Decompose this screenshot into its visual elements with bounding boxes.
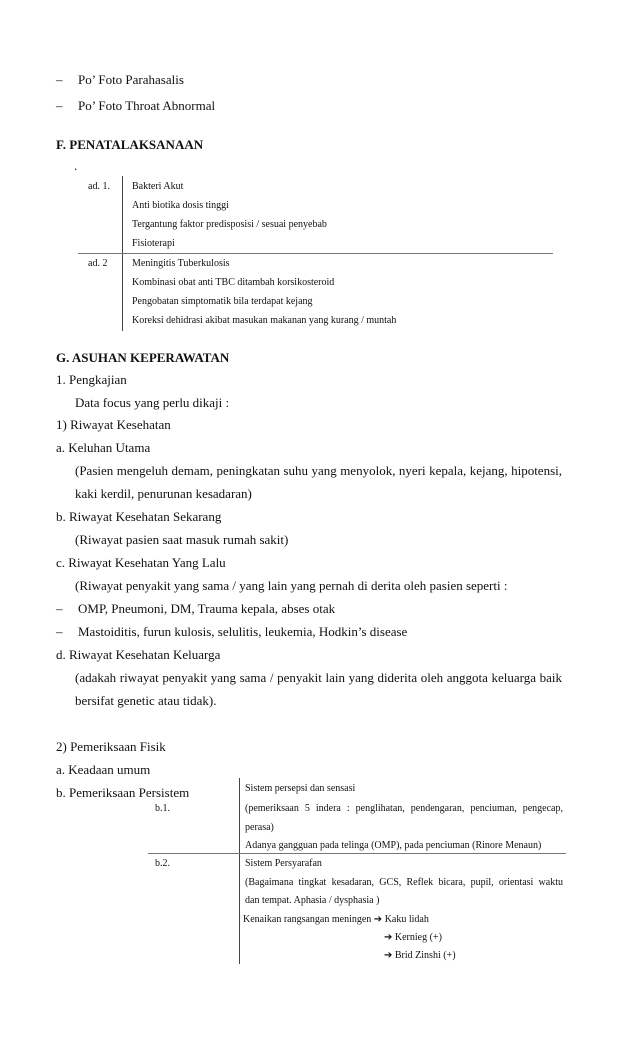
- table-cell: (Bagaimana tingkat kesadaran, GCS, Reflek bicara, pupil, orientasi waktu: [245, 877, 563, 888]
- item-title: a. Keadaan umum: [56, 762, 151, 777]
- paragraph-text: kaki kerdil, penurunan kesadaran): [75, 486, 252, 501]
- list-item: OMP, Pneumoni, DM, Trauma kepala, abses otak: [78, 601, 336, 616]
- item-title: d. Riwayat Kesehatan Keluarga: [56, 647, 221, 662]
- table-divider: [239, 778, 240, 964]
- table-cell: Meningitis Tuberkulosis: [132, 258, 230, 269]
- list-dash: –: [56, 624, 63, 639]
- table-cell: [243, 914, 429, 925]
- paragraph-text: (Pasien mengeluh demam, peningkatan suhu yang menyolok, nyeri kepala, kejang, hipotensi,: [75, 463, 562, 478]
- list-item: Po’ Foto Throat Abnormal: [78, 98, 216, 113]
- paragraph-text: (Riwayat penyakit yang sama / yang lain yang pernah di derita oleh pasien seperti :: [75, 578, 508, 593]
- row-id: ad. 2: [88, 258, 108, 269]
- paragraph-text: Data focus yang perlu dikaji :: [75, 395, 230, 410]
- arrow-right-icon: ➔: [384, 932, 393, 943]
- table-cell: [384, 932, 442, 943]
- row-id: ad. 1.: [88, 181, 110, 192]
- table-cell-text: Kaku lidah: [384, 914, 429, 925]
- subsection-title: 1) Riwayat Kesehatan: [56, 417, 171, 432]
- table-cell: Adanya gangguan pada telinga (OMP), pada penciuman (Rinore Menaun): [245, 840, 542, 851]
- paragraph-text: (adakah riwayat penyakit yang sama / penyakit lain yang diderita oleh anggota keluarga baik: [75, 670, 562, 685]
- paragraph-text: (Riwayat pasien saat masuk rumah sakit): [75, 532, 289, 547]
- item-title: a. Keluhan Utama: [56, 440, 151, 455]
- section-f-heading: F. PENATALAKSANAAN: [56, 137, 204, 152]
- dot-marker: .: [74, 158, 78, 173]
- table-cell-text: Kenaikan rangsangan meningen: [243, 914, 372, 925]
- list-dash: –: [56, 601, 63, 616]
- table-rule: [78, 253, 553, 254]
- table-cell: [384, 950, 456, 961]
- arrow-right-icon: ➔: [384, 950, 393, 961]
- table-cell: Kombinasi obat anti TBC ditambah korsikosteroid: [132, 277, 335, 288]
- row-id: b.1.: [155, 803, 170, 814]
- system-title: Sistem Persyarafan: [245, 858, 322, 869]
- table-cell: Tergantung faktor predisposisi / sesuai penyebab: [132, 219, 327, 230]
- subsection-title: 2) Pemeriksaan Fisik: [56, 739, 166, 754]
- row-id: b.2.: [155, 858, 170, 869]
- item-title: c. Riwayat Kesehatan Yang Lalu: [56, 555, 226, 570]
- list-item: Po’ Foto Parahasalis: [78, 72, 184, 87]
- table-cell: Pengobatan simptomatik bila terdapat kejang: [132, 296, 313, 307]
- list-dash: –: [56, 98, 63, 113]
- subsection-title: 1. Pengkajian: [56, 372, 127, 387]
- arrow-right-icon: ➔: [373, 914, 383, 925]
- table-rule: [148, 853, 566, 854]
- item-title: b. Pemeriksaan Persistem: [56, 785, 190, 800]
- item-title: b. Riwayat Kesehatan Sekarang: [56, 509, 222, 524]
- system-title: Sistem persepsi dan sensasi: [245, 783, 356, 794]
- table-cell: (pemeriksaan 5 indera : penglihatan, pendengaran, penciuman, pengecap,: [245, 803, 563, 814]
- table-cell: perasa): [245, 822, 274, 833]
- table-cell-text: Brid Zinshi (+): [394, 950, 456, 961]
- table-cell-text: Kernieg (+): [394, 932, 442, 943]
- section-g-heading: G. ASUHAN KEPERAWATAN: [56, 350, 230, 365]
- paragraph-text: bersifat genetic atau tidak).: [75, 693, 217, 708]
- table-cell: Anti biotika dosis tinggi: [132, 200, 229, 211]
- table-cell: dan tempat. Aphasia / dysphasia ): [245, 895, 380, 906]
- table-cell: Bakteri Akut: [132, 181, 184, 192]
- table-cell: Fisioterapi: [132, 238, 175, 249]
- list-item: Mastoiditis, furun kulosis, selulitis, leukemia, Hodkin’s disease: [78, 624, 408, 639]
- list-dash: –: [56, 72, 63, 87]
- table-cell: Koreksi dehidrasi akibat masukan makanan yang kurang / muntah: [132, 315, 397, 326]
